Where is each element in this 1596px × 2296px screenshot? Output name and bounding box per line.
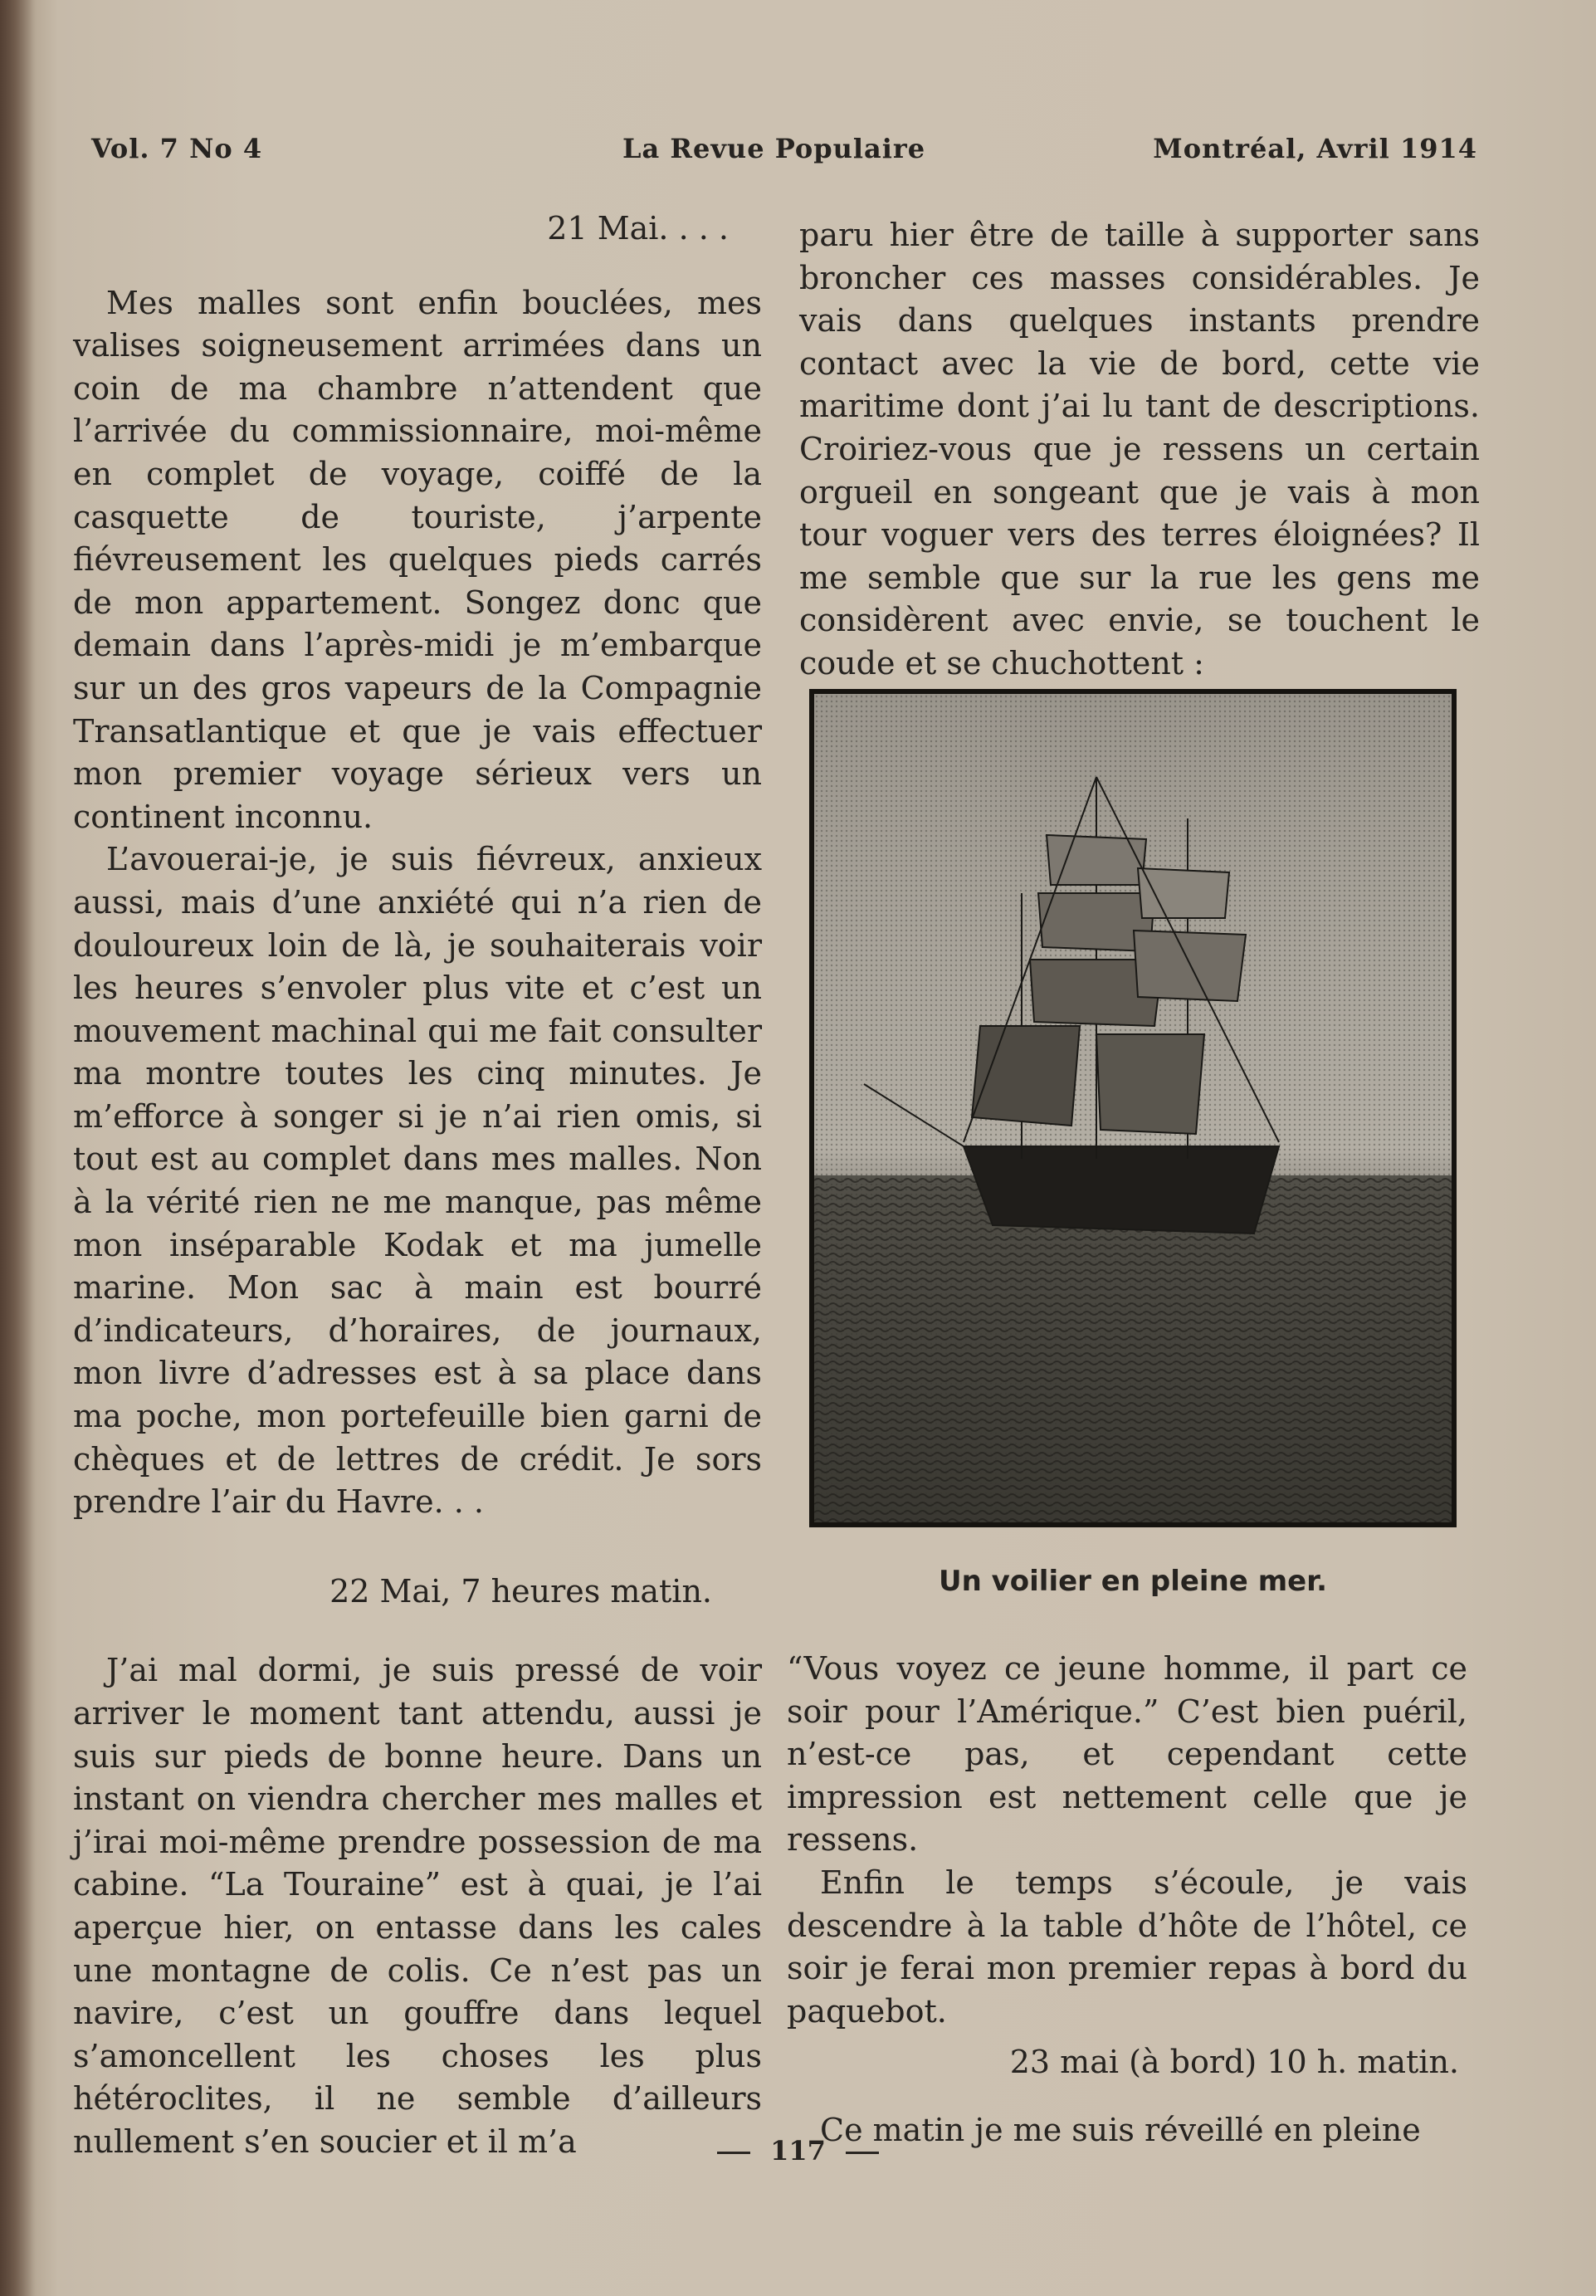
binding-shadow (0, 0, 37, 2296)
paragraph: Mes malles sont enfin bouclées, mes valises soigneusement arrimées dans un coin de ma chambre n’attendent que l’arrivée du commissionnaire, moi-même en complet de voyage, coiffé de la casquette de touriste, j’arpente fiévreusement les quelques pieds carrés de mon appartement. Songez donc que demain dans l’après-midi je m’embarque sur un des gros vapeurs de la Compagnie Transatlantique et que je vais effectuer mon premier voyage sérieux vers un continent inconnu. (73, 284, 762, 835)
place-and-date: Montréal, Avril 1914 (1153, 133, 1477, 164)
footer-dash (717, 2152, 750, 2154)
paragraph: “Vous voyez ce jeune homme, il part ce soir pour l’Amérique.” C’est bien puéril, n’est-ce pas, et cependant cette impression est nettement celle que je ressens. (787, 1650, 1467, 1859)
page-footer (0, 2135, 1596, 2167)
paragraph: Enfin le temps s’écoule, je vais descendre à la table d’hôte de l’hôtel, ce soir je ferai mon premier repas à bord du paquebot. (787, 1864, 1467, 2030)
paragraph: J’ai mal dormi, je suis pressé de voir arriver le moment tant attendu, aussi je suis sur pieds de bonne heure. Dans un instant on viendra chercher mes malles et j’irai moi-même prendre possession de ma cabine. “La Touraine” est à quai, je l’ai aperçue hier, on entasse dans les cales une montagne de colis. Ce n’est pas un navire, c’est un gouffre dans lequel s’amoncellent les choses les plus hétéroclites, il ne semble d’ailleurs nullement s’en soucier et il m’a (73, 1652, 762, 2160)
photo-caption: Un voilier en pleine mer. (938, 1565, 1328, 1598)
right-column-bottom (787, 1648, 1467, 2148)
running-header (91, 133, 1477, 174)
right-column-top (799, 214, 1480, 681)
paragraph: paru hier être de taille à supporter sans broncher ces masses considérables. Je vais dans quelques instants prendre contact avec la vie de bord, cette vie maritime dont j’ai lu tant de descriptions. Croiriez-vous que je ressens un certain orgueil en songeant que je vais à mon tour voguer vers des terres éloignées? Il me semble que sur la rue les gens me considèrent avec envie, se touchent le coude et se chuchottent : (799, 217, 1480, 681)
sailing-ship-photo (809, 689, 1457, 1527)
paragraph: Ce matin je me suis réveillé en pleine (820, 2111, 1421, 2148)
left-column (73, 208, 762, 2160)
diary-date: 23 mai (à bord) 10 h. matin. (1009, 2044, 1459, 2081)
page-number: 117 (770, 2135, 826, 2167)
volume-number: Vol. 7 No 4 (91, 133, 263, 164)
paragraph: L’avouerai-je, je suis fiévreux, anxieux aussi, mais d’une anxiété qui n’a rien de douloureux loin de là, je souhaiterais voir les heures s’envoler plus vite et c’est un mouvement machinal qui me fait consulter ma montre toutes les cinq minutes. Je m’efforce à songer si je n’ai rien omis, si tout est au complet dans mes malles. Non à la vérité rien ne me manque, pas même mon inséparable Kodak et ma jumelle marine. Mon sac à main est bourré d’indicateurs, d’horaires, de journaux, mon livre d’adresses est à sa place dans ma poche, mon portefeuille bien garni de chèques et de lettres de crédit. Je sors prendre l’air du Havre. . . (73, 841, 762, 1521)
sailing-ship-illustration (814, 694, 1452, 1522)
diary-date: 21 Mai. . . . (547, 210, 729, 247)
footer-dash (846, 2152, 879, 2154)
diary-date: 22 Mai, 7 heures matin. (329, 1572, 712, 1610)
publication-title: La Revue Populaire (622, 133, 926, 164)
